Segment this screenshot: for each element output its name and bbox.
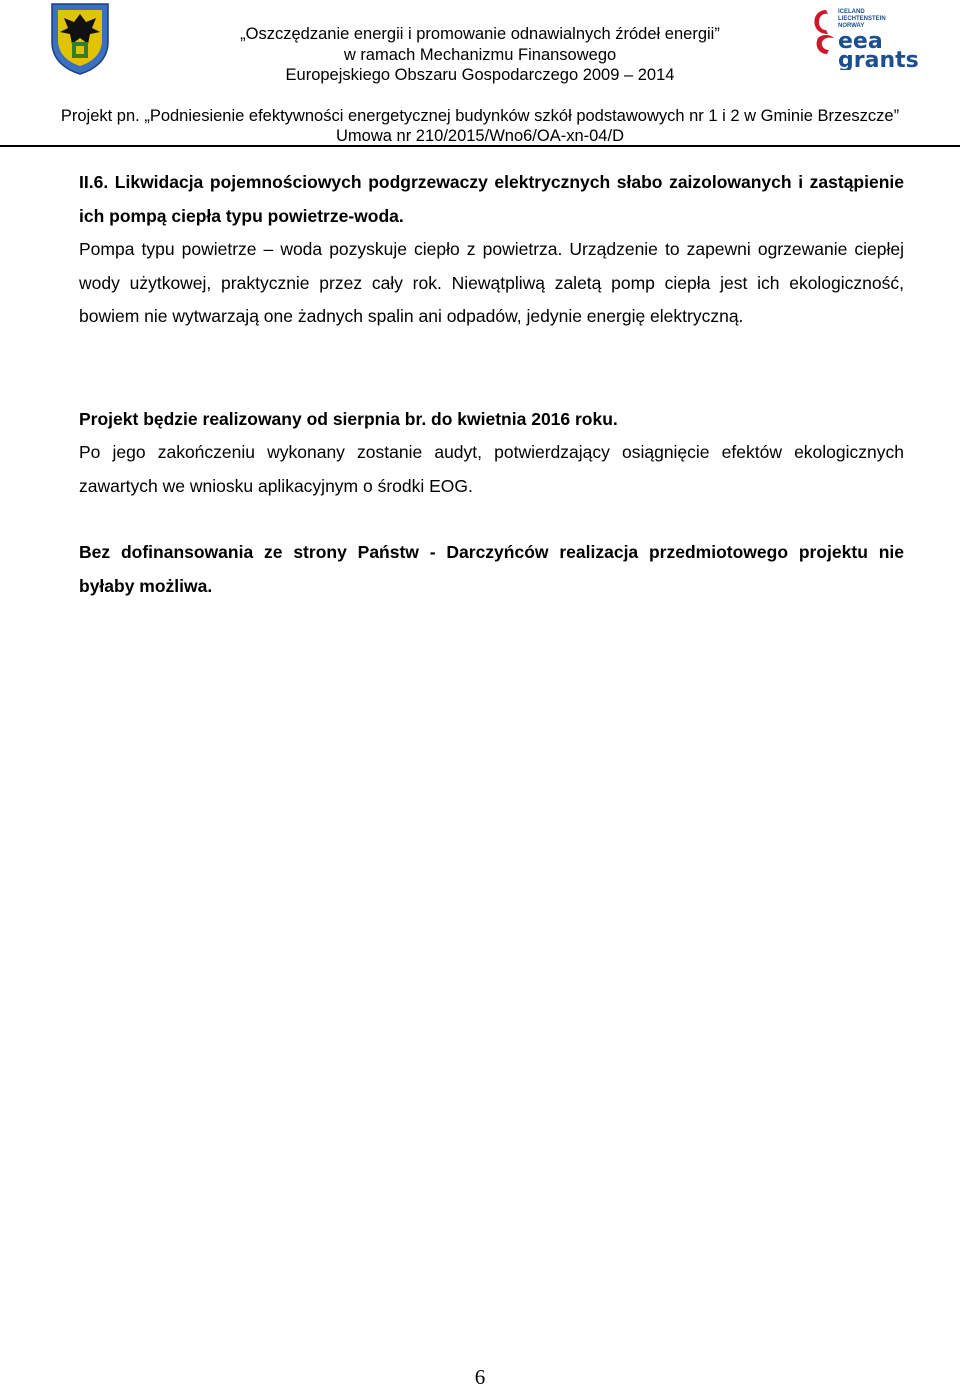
- header-contract-number: Umowa nr 210/2015/Wno6/OA-xn-04/D: [336, 127, 624, 145]
- closing-statement: Bez dofinansowania ze strony Państw - Darczyńców realizacja przedmiotowego projektu nie byłaby możliwa.: [79, 542, 904, 596]
- header-eea-period: Europejskiego Obszaru Gospodarczego 2009 – 2014: [285, 66, 675, 84]
- eea-country-iceland: ICELAND: [838, 9, 865, 15]
- schedule-statement: Projekt będzie realizowany od sierpnia br. do kwietnia 2016 roku.: [79, 409, 618, 429]
- header-divider: [0, 145, 960, 147]
- header-mechanism: w ramach Mechanizmu Finansowego: [343, 46, 617, 64]
- paragraph-heat-pump: Pompa typu powietrze – woda pozyskuje ciepło z powietrza. Urządzenie to zapewni ogrzewanie ciepłej wody użytkowej, praktycznie przez cały rok. Niewątpliwą zaletą pomp ciepła jest ich ekologiczność, bowiem nie wytwarzają one żadnych spalin ani odpadów, jedynie energię elektryczną.: [79, 239, 904, 326]
- page-number: 6: [474, 1365, 486, 1389]
- eea-country-liechtenstein: LIECHTENSTEIN: [838, 16, 886, 22]
- section-heading: II.6. Likwidacja pojemnościowych podgrzewaczy elektrycznych słabo zaizolowanych i zastąpienie ich pompą ciepła typu powietrze-woda.: [79, 172, 904, 226]
- paragraph-audit: Po jego zakończeniu wykonany zostanie audyt, potwierdzający osiągnięcie efektów ekologicznych zawartych we wniosku aplikacyjnym o środki EOG.: [79, 442, 904, 496]
- header-project-name: Projekt pn. „Podniesienie efektywności energetycznej budynków szkół podstawowych nr 1 i 2 w Gminie Brzeszcze”: [60, 107, 900, 125]
- header-program-title: „Oszczędzanie energii i promowanie odnawialnych źródeł energii”: [240, 25, 720, 43]
- eea-country-norway: NORWAY: [838, 23, 865, 29]
- grants-word: grants: [838, 48, 919, 70]
- eea-word: eea: [838, 29, 883, 54]
